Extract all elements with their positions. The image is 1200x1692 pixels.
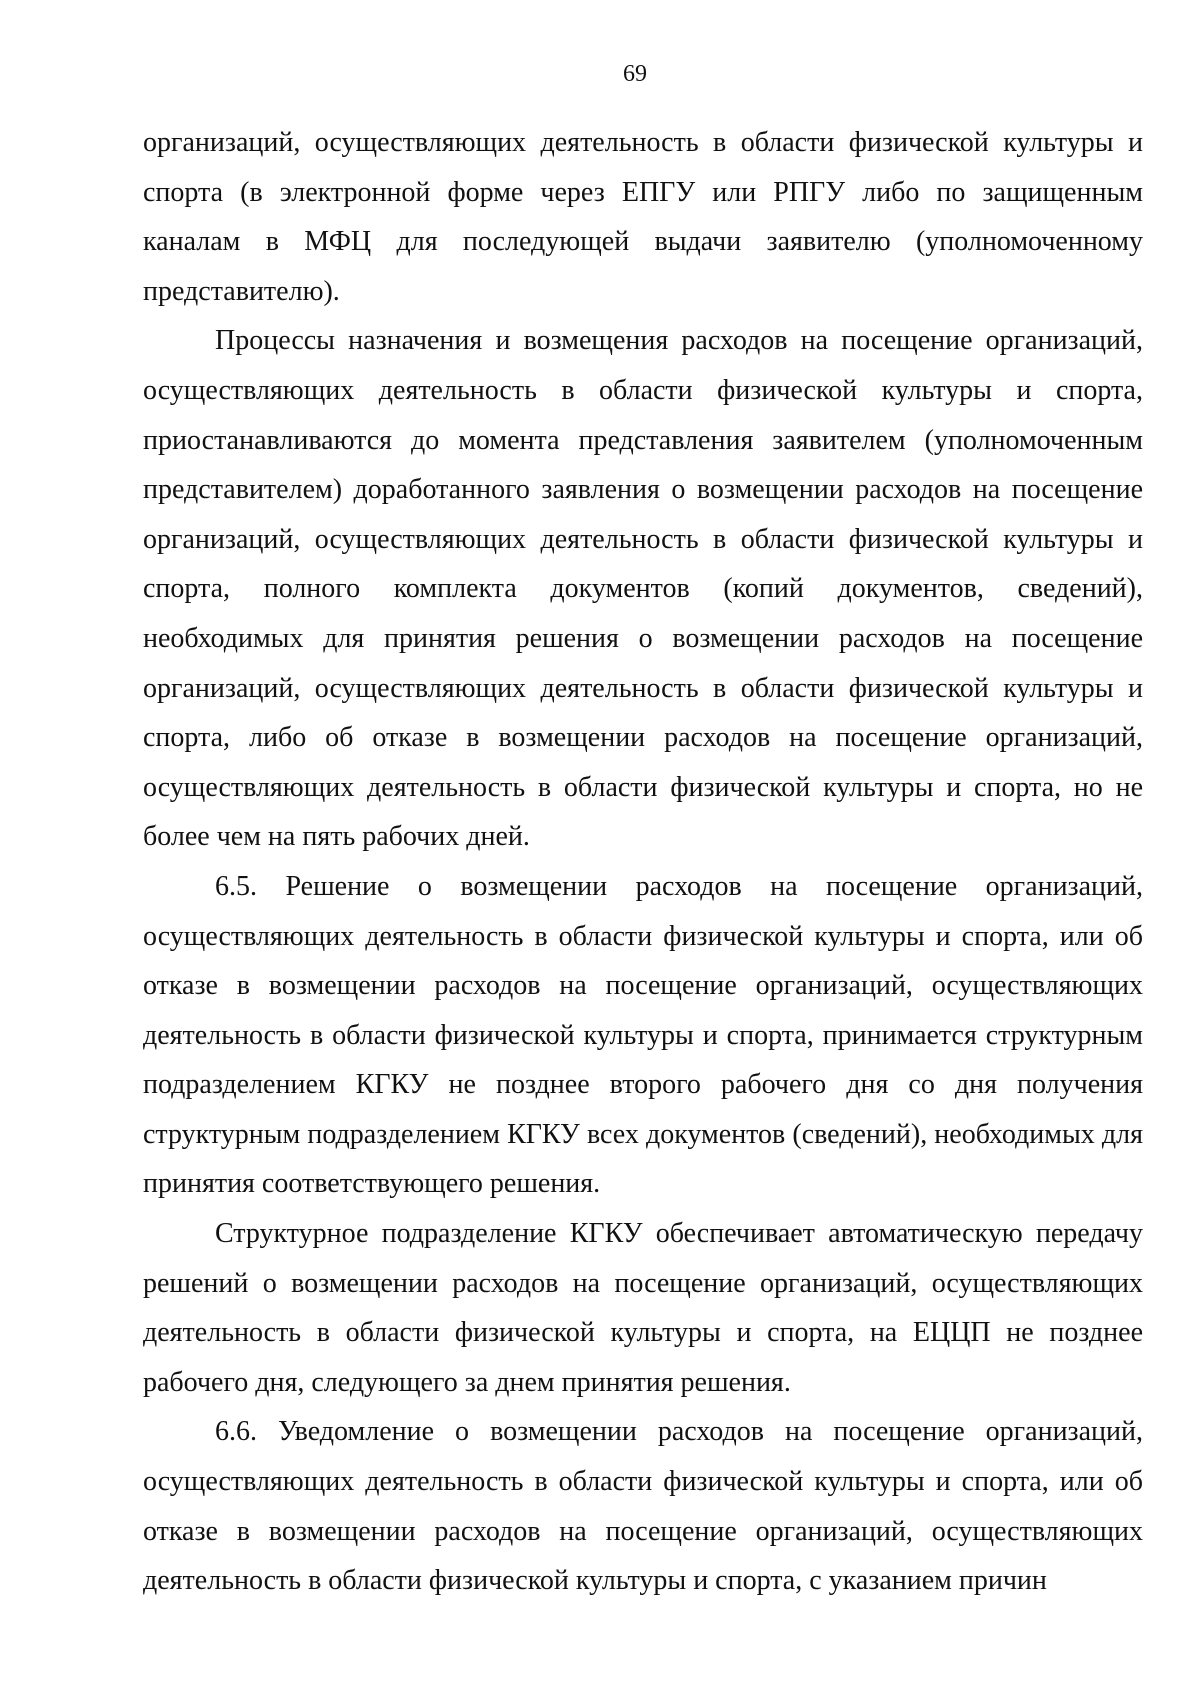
paragraph-6-5-decision: 6.5. Решение о возмещении расходов на посещение организаций, осуществляющих деятельность в области физической культуры и спорта, или об отказе в возмещении расходов на посещение организаций, осуществляющих деятельность в области физической культуры и спорта, принимается структурным подразделением КГКУ не позднее второго рабочего дня со дня получения структурным подразделением КГКУ всех документов (сведений), необходимых для принятия соответствующего решения. [143, 870, 1143, 1200]
document-body [143, 118, 1143, 1606]
paragraph-6-6-notification: 6.6. Уведомление о возмещении расходов на посещение организаций, осуществляющих деятельность в области физической культуры и спорта, или об отказе в возмещении расходов на посещение организаций, осуществляющих деятельность в области физической культуры и спорта, с указанием причин [143, 1416, 1143, 1597]
page-number: 69 [623, 61, 647, 87]
paragraph-continuation: организаций, осуществляющих деятельность в области физической культуры и спорта (в электронной форме через ЕПГУ или РПГУ либо по защищенным каналам в МФЦ для последующей выдачи заявителю (уполномоченному представителю). [143, 127, 1143, 307]
paragraph-suspension-process: Процессы назначения и возмещения расходов на посещение организаций, осуществляющих деятельность в области физической культуры и спорта, приостанавливаются до момента представления заявителем (уполномоченным представителем) доработанного заявления о возмещении расходов на посещение организаций, осуществляющих деятельность в области физической культуры и спорта, полного комплекта документов (копий документов, сведений), необходимых для принятия решения о возмещении расходов на посещение организаций, осуществляющих деятельность в области физической культуры и спорта, либо об отказе в возмещении расходов на посещение организаций, осуществляющих деятельность в области физической культуры и спорта, но не более чем на пять рабочих дней. [143, 325, 1143, 853]
paragraph-automatic-transfer: Структурное подразделение КГКУ обеспечивает автоматическую передачу решений о возмещении расходов на посещение организаций, осуществляющих деятельность в области физической культуры и спорта, на ЕЦЦП не позднее рабочего дня, следующего за днем принятия решения. [143, 1218, 1143, 1398]
